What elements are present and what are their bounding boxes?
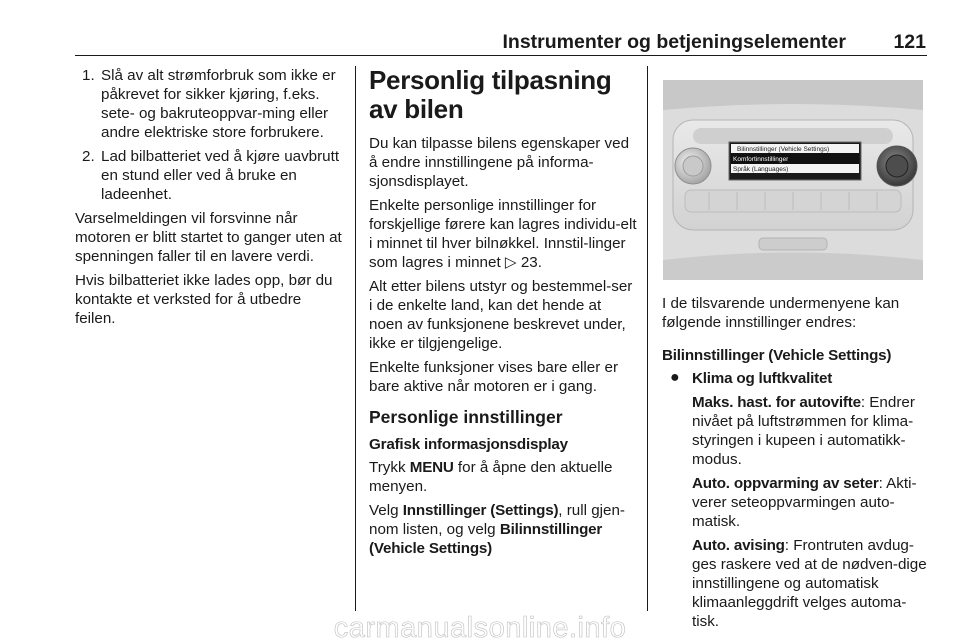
paragraph: Du kan tilpasse bilens egenskaper ved å endre innstillingene på informa-sjonsdisplayet. <box>369 135 630 190</box>
paragraph <box>369 196 637 272</box>
page-number: 121 <box>893 31 926 53</box>
column-divider-left <box>355 66 356 611</box>
settings-label: Innstillinger (Settings) <box>402 502 559 519</box>
paragraph-text: Trykk <box>369 459 410 476</box>
list-text: Lad bilbatteriet ved å kjøre uavbrutt en stund eller ved å bruke en ladeenhet. <box>101 148 340 203</box>
running-header-title: Instrumenter og betjeningselementer <box>502 31 846 53</box>
list-number: 1. <box>82 67 95 84</box>
page-reference: 23. <box>520 254 542 271</box>
setting-label: Maks. hast. for autovifte <box>692 394 861 411</box>
column-divider-right <box>647 66 648 611</box>
list-text: Slå av alt strømforbruk som ikke er påkrevet for sikker kjøring, f.eks. sete- og bakruteoppvar-ming eller andre elektriske store forbrukere. <box>101 67 336 141</box>
paragraph-text: for å åpne den aktuelle menyen. <box>369 459 613 495</box>
infotainment-figure <box>663 80 923 280</box>
bullet-item <box>662 369 930 388</box>
list-number: 2. <box>82 148 95 165</box>
header-rule <box>75 55 927 56</box>
watermark: carmanualsonline.info <box>333 612 627 644</box>
bullet-icon: ● <box>670 369 680 386</box>
display-row-1: Bilinnstillinger (Vehicle Settings) <box>737 146 830 153</box>
setting-item <box>662 393 930 469</box>
paragraph <box>369 458 637 496</box>
paragraph: Enkelte funksjoner vises bare eller er bare aktive når motoren er i gang. <box>369 359 619 395</box>
column-middle <box>369 66 637 563</box>
menu-key-label: MENU <box>409 459 454 476</box>
list-item <box>75 147 345 204</box>
paragraph: Varselmeldingen vil forsvinne når motoren er blitt startet to ganger uten at spenningen faller til en lavere verdi. <box>75 210 342 265</box>
paragraph: Alt etter bilens utstyr og bestemmel-ser i de enkelte land, kan det hende at noen av funksjonene beskrevet under, ikke er tilgjengelige. <box>369 278 633 352</box>
infotainment-panel-illustration <box>663 80 923 280</box>
setting-description: : Frontruten avdug-ges raskere ved at de nødven-dige innstillingene og automatisk klimaanleggdrift velges automa-tisk. <box>692 537 927 630</box>
sub-heading: Grafisk informasjonsdisplay <box>369 436 568 453</box>
column-left <box>75 66 345 333</box>
triangle-reference-icon: ▷ <box>504 254 517 271</box>
sub-heading: Bilinnstillinger (Vehicle Settings) <box>662 347 892 364</box>
paragraph <box>369 501 637 558</box>
paragraph-text: Velg <box>369 502 403 519</box>
setting-item <box>662 474 930 531</box>
display-row-3: Språk (Languages) <box>733 166 789 173</box>
setting-label: Auto. avising <box>692 537 785 554</box>
paragraph-text: Enkelte personlige innstillinger for forskjellige førere kan lagres individu-elt i minnet til hver bilnøkkel. Innstil-linger som lagres i minnet <box>369 197 637 271</box>
setting-description: : Akti-verer seteoppvarmingen auto-matisk. <box>692 475 917 530</box>
list-item <box>75 66 345 142</box>
paragraph: Hvis bilbatteriet ikke lades opp, bør du kontakte et verksted for å utbedre feilen. <box>75 272 333 327</box>
subsection-title: Personlige innstillinger <box>369 407 563 427</box>
column-right <box>662 294 930 636</box>
setting-description: : Endrer nivået på luftstrømmen for klima-styringen i kupeen i automatikk-modus. <box>692 394 915 468</box>
vehicle-settings-label: Bilinnstillinger (Vehicle Settings) <box>369 521 603 557</box>
paragraph-text: , rull gjen-nom listen, og velg <box>369 502 625 538</box>
display-row-2: Komfortinnstillinger <box>733 156 789 163</box>
bullet-text: Klima og luftkvalitet <box>692 370 833 387</box>
setting-label: Auto. oppvarming av seter <box>692 475 879 492</box>
section-title: Personlig tilpasning av bilen <box>369 65 612 124</box>
paragraph: I de tilsvarende undermenyene kan følgende innstillinger endres: <box>662 295 900 331</box>
